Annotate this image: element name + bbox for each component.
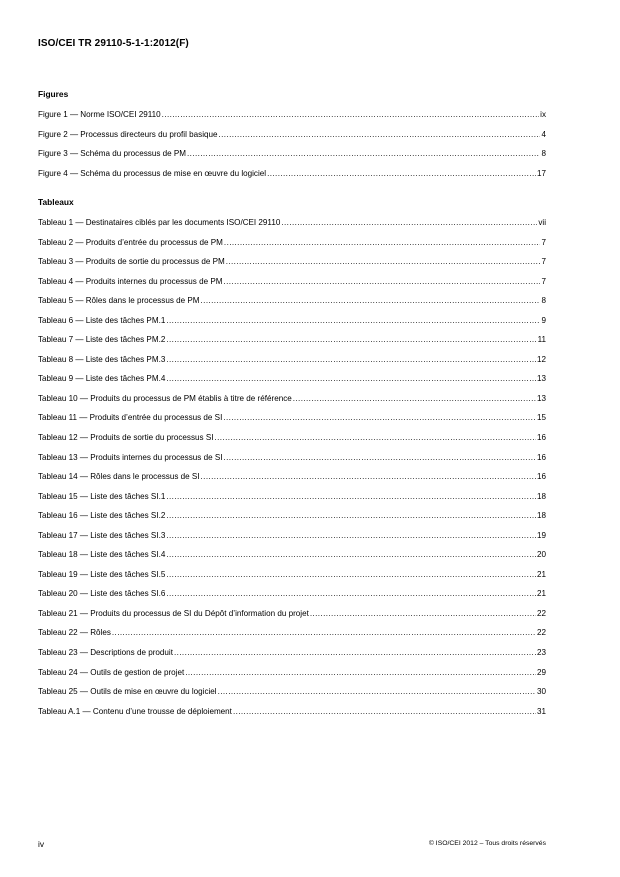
tables-toc-entry[interactable] <box>38 213 546 233</box>
tables-toc-entry[interactable] <box>38 663 546 683</box>
tables-toc-entry[interactable] <box>38 506 546 526</box>
toc-leader-dots <box>267 164 536 184</box>
toc-leader-dots <box>166 330 536 350</box>
toc-entry-label: Tableau 1 — Destinataires ciblés par les documents ISO/CEI 29110 <box>38 218 281 227</box>
toc-entry-page: ix <box>540 110 546 119</box>
tables-toc-entry[interactable] <box>38 233 546 253</box>
toc-entry-label: Figure 4 — Schéma du processus de mise en œuvre du logiciel <box>38 168 267 178</box>
toc-entry-label: Tableau 13 — Produits internes du processus de SI <box>38 452 223 462</box>
toc-leader-dots <box>166 545 536 565</box>
toc-entry-page: 15 <box>536 413 546 423</box>
tables-toc-entry[interactable] <box>38 584 546 604</box>
toc-entry-page: 30 <box>536 687 546 697</box>
tables-toc-entry[interactable] <box>38 526 546 546</box>
tables-toc-entry[interactable] <box>38 487 546 507</box>
toc-leader-dots <box>185 663 536 683</box>
toc-entry-label: Tableau 10 — Produits du processus de PM établis à titre de référence <box>38 393 292 403</box>
tables-toc-entry[interactable] <box>38 545 546 565</box>
toc-entry-label: Tableau 6 — Liste des tâches PM.1 <box>38 315 166 325</box>
toc-leader-dots <box>310 604 536 624</box>
toc-entry-page: 7 <box>541 276 546 286</box>
toc-leader-dots <box>166 565 536 585</box>
toc-entry-page: 17 <box>536 168 546 178</box>
toc-entry-page: 12 <box>536 354 546 364</box>
toc-entry-label: Tableau 12 — Produits de sortie du processus SI <box>38 433 214 443</box>
toc-entry-page: 23 <box>536 648 546 658</box>
toc-leader-dots <box>166 350 536 370</box>
toc-entry-label: Tableau 7 — Liste des tâches PM.2 <box>38 335 166 345</box>
toc-entry-label: Tableau 5 — Rôles dans le processus de PM <box>38 296 200 306</box>
toc-entry-page: 7 <box>541 257 546 267</box>
footer-copyright: © ISO/CEI 2012 – Tous droits réservés <box>428 840 546 847</box>
toc-leader-dots <box>293 389 536 409</box>
toc-entry-page: 11 <box>537 335 546 345</box>
tables-toc-entry[interactable] <box>38 682 546 702</box>
toc-entry-page: 18 <box>536 491 546 501</box>
tables-toc-entry[interactable] <box>38 565 546 585</box>
document-header: ISO/CEI TR 29110-5-1-1:2012(F) <box>38 38 189 49</box>
toc-entry-page: 19 <box>536 530 546 540</box>
toc-entry-page: 31 <box>536 706 546 716</box>
tables-toc-entry[interactable] <box>38 272 546 292</box>
toc-leader-dots <box>226 252 541 272</box>
toc-entry-label: Tableau 3 — Produits de sortie du processus de PM <box>38 257 225 267</box>
toc-entry-label: Tableau 14 — Rôles dans le processus de SI <box>38 472 200 482</box>
toc-entry-label: Tableau 2 — Produits d’entrée du processus de PM <box>38 237 223 247</box>
toc-entry-page: 13 <box>536 393 546 403</box>
toc-entry-page: 22 <box>536 628 546 638</box>
toc-entry-label: Tableau 21 — Produits du processus de SI du Dépôt d’information du projet <box>38 608 309 618</box>
toc-entry-page: 18 <box>536 511 546 521</box>
toc-leader-dots <box>224 233 541 253</box>
figures-toc-entry[interactable] <box>38 105 546 125</box>
tables-toc-entry[interactable] <box>38 369 546 389</box>
toc-leader-dots <box>187 144 540 164</box>
figures-heading: Figures <box>38 89 69 99</box>
tables-toc-entry[interactable] <box>38 350 546 370</box>
toc-leader-dots <box>219 125 541 145</box>
figures-toc-entry[interactable] <box>38 164 546 184</box>
toc-entry-label: Figure 3 — Schéma du processus de PM <box>38 149 187 159</box>
toc-leader-dots <box>166 369 536 389</box>
tables-toc-entry[interactable] <box>38 291 546 311</box>
toc-entry-page: 20 <box>536 550 546 560</box>
toc-entry-label: Tableau 23 — Descriptions de produit <box>38 648 173 658</box>
toc-entry-label: Tableau 16 — Liste des tâches SI.2 <box>38 511 166 521</box>
toc-leader-dots <box>112 623 536 643</box>
toc-leader-dots <box>223 272 540 292</box>
toc-entry-page: 21 <box>536 589 546 599</box>
tables-toc-entry[interactable] <box>38 643 546 663</box>
toc-leader-dots <box>166 506 536 526</box>
toc-entry-label: Tableau 19 — Liste des tâches SI.5 <box>38 569 166 579</box>
tables-toc-entry[interactable] <box>38 311 546 331</box>
tables-toc-entry[interactable] <box>38 623 546 643</box>
toc-leader-dots <box>166 487 536 507</box>
toc-entry-page: 16 <box>536 452 546 462</box>
toc-leader-dots <box>233 702 536 722</box>
toc-leader-dots <box>201 467 536 487</box>
tables-toc-entry[interactable] <box>38 604 546 624</box>
tables-heading: Tableaux <box>38 197 74 207</box>
toc-leader-dots <box>166 311 540 331</box>
toc-entry-page: vii <box>538 218 546 227</box>
toc-entry-label: Figure 1 — Norme ISO/CEI 29110 <box>38 110 161 119</box>
toc-entry-page: 21 <box>536 569 546 579</box>
tables-toc-entry[interactable] <box>38 467 546 487</box>
toc-entry-page: 16 <box>536 433 546 443</box>
toc-entry-label: Tableau 11 — Produits d’entrée du processus de SI <box>38 413 223 423</box>
toc-leader-dots <box>166 584 536 604</box>
toc-leader-dots <box>162 105 539 125</box>
tables-toc-entry[interactable] <box>38 428 546 448</box>
tables-toc-entry[interactable] <box>38 408 546 428</box>
toc-entry-page: 13 <box>536 374 546 384</box>
toc-entry-label: Tableau 20 — Liste des tâches SI.6 <box>38 589 166 599</box>
toc-entry-page: 9 <box>541 315 546 325</box>
toc-entry-page: 29 <box>536 667 546 677</box>
tables-toc-entry[interactable] <box>38 389 546 409</box>
toc-entry-page: 16 <box>536 472 546 482</box>
toc-entry-label: Tableau 22 — Rôles <box>38 628 111 638</box>
toc-entry-label: Tableau 17 — Liste des tâches SI.3 <box>38 530 166 540</box>
toc-entry-label: Tableau 9 — Liste des tâches PM.4 <box>38 374 166 384</box>
toc-entry-page: 8 <box>541 149 546 159</box>
toc-leader-dots <box>214 428 536 448</box>
toc-leader-dots <box>223 448 536 468</box>
toc-leader-dots <box>174 643 536 663</box>
toc-entry-page: 22 <box>536 608 546 618</box>
toc-entry-page: 7 <box>541 237 546 247</box>
tables-list <box>38 213 546 721</box>
toc-entry-label: Figure 2 — Processus directeurs du profil basique <box>38 129 218 139</box>
toc-leader-dots <box>218 682 536 702</box>
toc-leader-dots <box>223 408 536 428</box>
toc-entry-label: Tableau 8 — Liste des tâches PM.3 <box>38 354 166 364</box>
toc-leader-dots <box>201 291 541 311</box>
tables-toc-entry[interactable] <box>38 252 546 272</box>
figures-toc-entry[interactable] <box>38 144 546 164</box>
toc-entry-label: Tableau A.1 — Contenu d’une trousse de déploiement <box>38 706 232 716</box>
toc-leader-dots <box>281 213 537 233</box>
toc-entry-label: Tableau 25 — Outils de mise en œuvre du logiciel <box>38 687 217 697</box>
toc-entry-page: 8 <box>541 296 546 306</box>
toc-entry-label: Tableau 24 — Outils de gestion de projet <box>38 667 185 677</box>
tables-toc-entry[interactable] <box>38 330 546 350</box>
toc-entry-label: Tableau 15 — Liste des tâches SI.1 <box>38 491 166 501</box>
toc-entry-label: Tableau 18 — Liste des tâches SI.4 <box>38 550 166 560</box>
tables-toc-entry[interactable] <box>38 448 546 468</box>
toc-leader-dots <box>166 526 536 546</box>
toc-entry-label: Tableau 4 — Produits internes du processus de PM <box>38 276 223 286</box>
footer-page-number: iv <box>38 839 45 849</box>
tables-toc-entry[interactable] <box>38 702 546 722</box>
figures-list <box>38 105 546 183</box>
toc-entry-page: 4 <box>541 129 546 139</box>
figures-toc-entry[interactable] <box>38 125 546 145</box>
